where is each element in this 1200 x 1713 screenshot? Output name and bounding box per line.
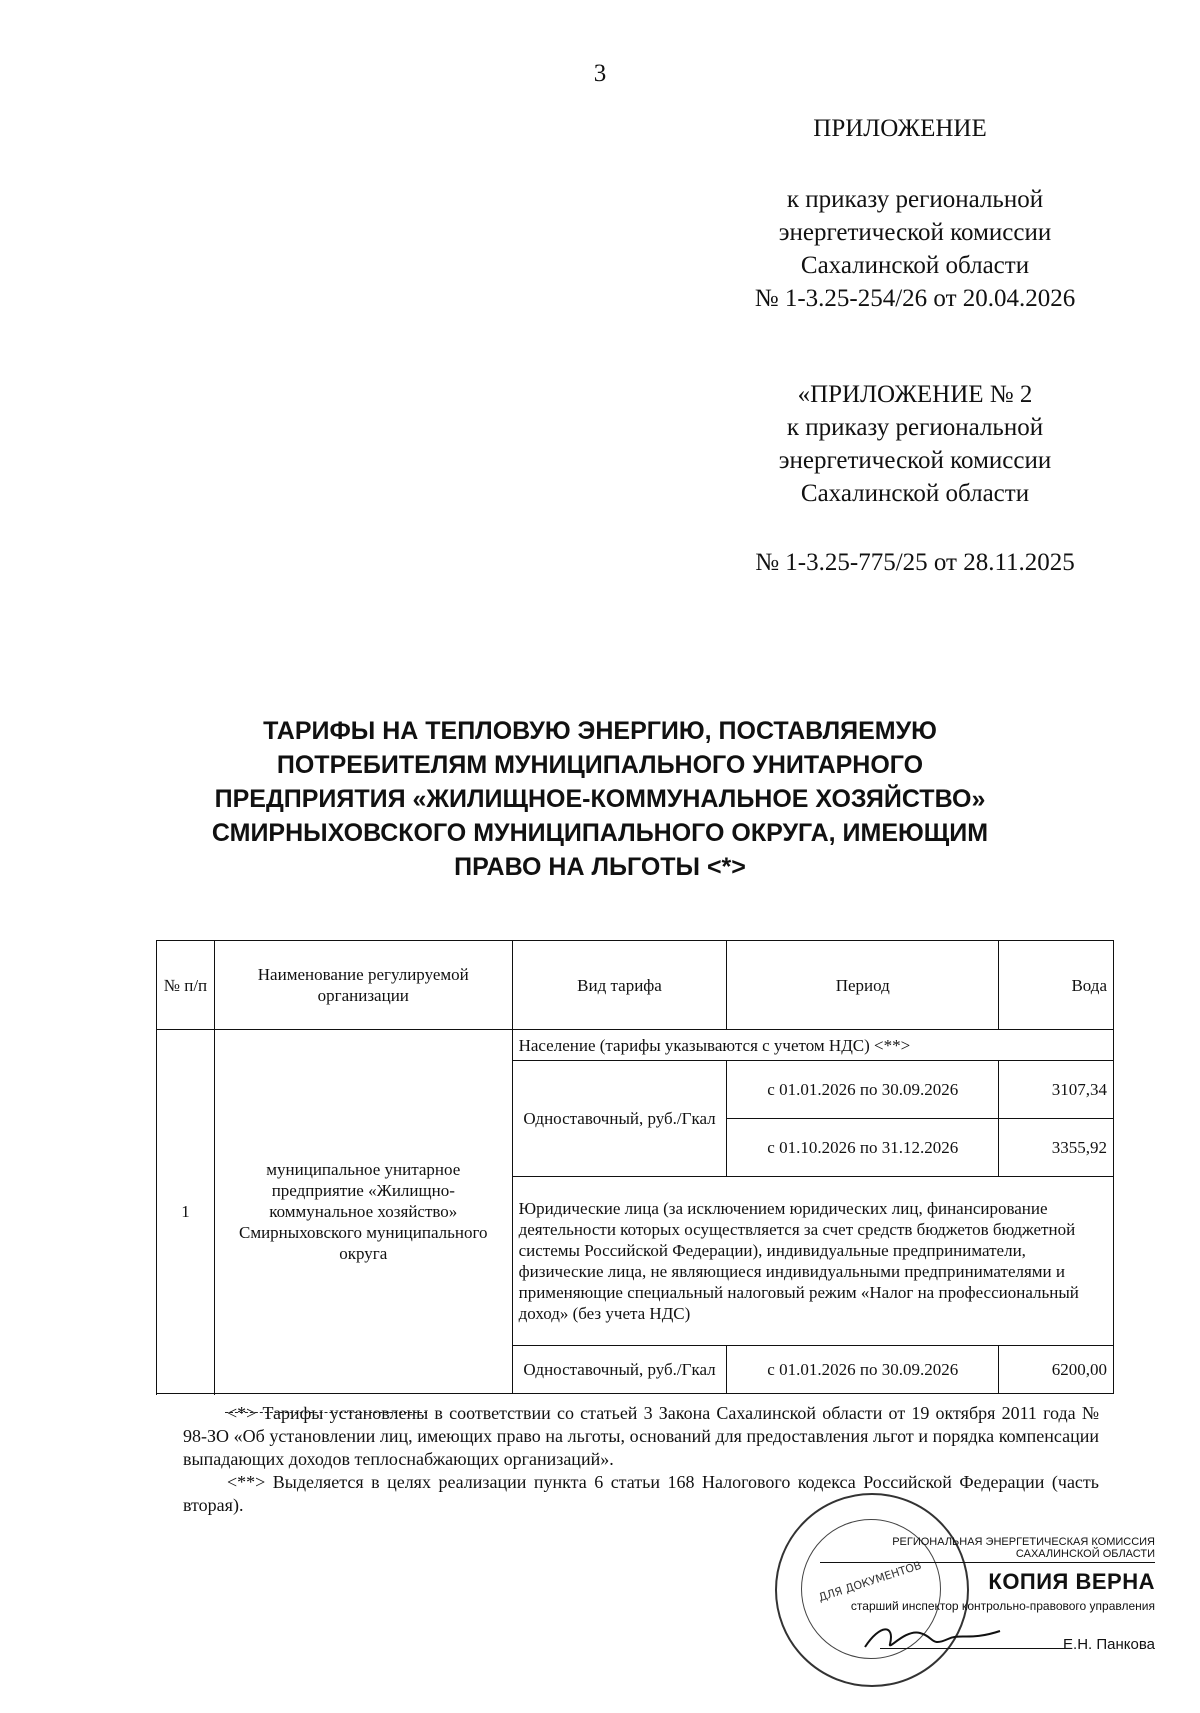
tariff-type-cell: Одноставочный, руб./Гкал xyxy=(512,1061,727,1177)
appendix2-line: к приказу региональной xyxy=(786,414,1044,441)
row-number: 1 xyxy=(157,1030,215,1394)
certification-org: РЕГИОНАЛЬНАЯ ЭНЕРГЕТИЧЕСКАЯ КОМИССИЯ САХАЛИНСКОЙ ОБЛАСТИ xyxy=(820,1536,1155,1563)
appendix-line: к приказу региональной xyxy=(786,186,1044,213)
appendix-line: энергетической комиссии xyxy=(778,219,1052,246)
header-period: Период xyxy=(727,941,999,1030)
water-value-cell: 3107,34 xyxy=(999,1061,1114,1119)
table-row xyxy=(157,1030,1114,1061)
footnote-2: <**> Выделяется в целях реализации пункта 6 статьи 168 Налогового кодекса Российской Федерации (часть вторая). xyxy=(183,1472,1099,1515)
header-num: № п/п xyxy=(157,941,215,1030)
certification-block xyxy=(820,1536,1155,1653)
water-value-cell: 6200,00 xyxy=(999,1346,1114,1394)
certification-title: КОПИЯ ВЕРНА xyxy=(988,1569,1155,1594)
appendix-heading: ПРИЛОЖЕНИЕ xyxy=(813,115,987,142)
footnote-1: <*> Тарифы установлены в соответствии со статьей 3 Закона Сахалинской области от 19 октября 2011 года № 98-ЗО «Об установлении лиц, имеющих право на льготы, оснований для предоставления льгот и порядка компенсации выпадающих доходов теплоснабжающих организаций». xyxy=(183,1403,1099,1469)
title-line: СМИРНЫХОВСКОГО МУНИЦИПАЛЬНОГО ОКРУГА, ИМЕЮЩИМ xyxy=(211,819,989,847)
header-water: Вода xyxy=(999,941,1114,1030)
signature-row xyxy=(820,1619,1155,1653)
signature-line xyxy=(880,1648,1065,1649)
signatory-name: Е.Н. Панкова xyxy=(1063,1636,1155,1653)
period-cell: с 01.01.2026 по 30.09.2026 xyxy=(727,1061,999,1119)
table-header-row xyxy=(157,941,1114,1030)
title-line: ПРЕДПРИЯТИЯ «ЖИЛИЩНОЕ-КОММУНАЛЬНОЕ ХОЗЯЙСТВО» xyxy=(214,785,986,813)
title-line: ТАРИФЫ НА ТЕПЛОВУЮ ЭНЕРГИЮ, ПОСТАВЛЯЕМУЮ xyxy=(263,717,937,745)
title-line: ПРАВО НА ЛЬГОТЫ <*> xyxy=(454,853,746,881)
group-legal-entities: Юридические лица (за исключением юридических лиц, финансирование деятельности которых осуществляется за счет средств бюджетов бюджетной системы Российской Федерации), индивидуальные предприниматели, физические лица, не являющиеся индивидуальными предпринимателями и применяющие специальный налоговый режим «Налог на профессиональный доход» (без учета НДС) xyxy=(512,1177,1113,1346)
tariff-type-cell: Одноставочный, руб./Гкал xyxy=(512,1346,727,1394)
certification-position: старший инспектор контрольно-правового управления xyxy=(850,1599,1155,1613)
seal-text: ДЛЯ ДОКУМЕНТОВ xyxy=(816,1558,924,1605)
document-title xyxy=(140,714,1060,884)
period-cell: с 01.01.2026 по 30.09.2026 xyxy=(727,1346,999,1394)
appendix2-ref xyxy=(730,378,1100,510)
appendix-line: Сахалинской области xyxy=(800,252,1030,279)
period-cell: с 01.10.2026 по 31.12.2026 xyxy=(727,1119,999,1177)
header-tariff-type: Вид тарифа xyxy=(512,941,727,1030)
appendix-ref xyxy=(730,183,1100,315)
title-line: ПОТРЕБИТЕЛЯМ МУНИЦИПАЛЬНОГО УНИТАРНОГО xyxy=(276,751,924,779)
footnotes xyxy=(183,1402,1099,1517)
page-number: 3 xyxy=(593,60,607,87)
appendix-order-number: № 1-3.25-254/26 от 20.04.2026 xyxy=(754,285,1076,312)
organization-name: муниципальное унитарное предприятие «Жилищно-коммунальное хозяйство» Смирныховского муниципального округа xyxy=(214,1030,512,1394)
appendix2-line: энергетической комиссии xyxy=(778,447,1052,474)
group-population: Население (тарифы указываются с учетом НДС) <**> xyxy=(512,1030,1113,1061)
water-value-cell: 3355,92 xyxy=(999,1119,1114,1177)
tariff-table xyxy=(156,940,1114,1394)
header-org: Наименование регулируемой организации xyxy=(214,941,512,1030)
appendix2-order-number: № 1-3.25-775/25 от 28.11.2025 xyxy=(755,549,1075,576)
appendix2-line: Сахалинской области xyxy=(800,480,1030,507)
appendix2-line: «ПРИЛОЖЕНИЕ № 2 xyxy=(797,381,1033,408)
